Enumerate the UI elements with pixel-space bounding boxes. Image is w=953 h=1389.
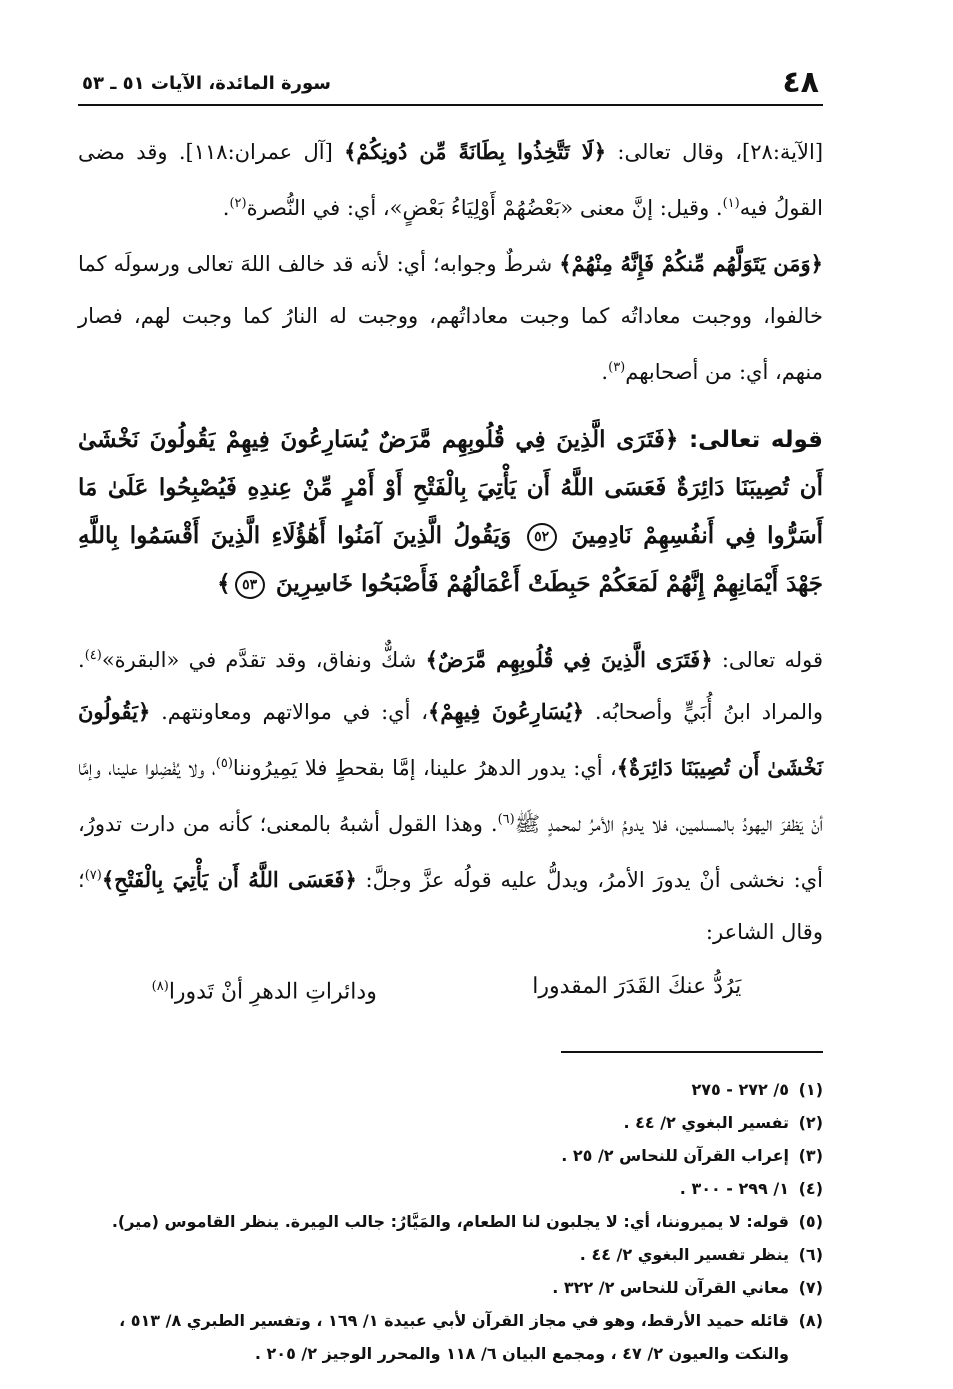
footnote-marker: (٧) bbox=[84, 868, 102, 883]
footnote bbox=[78, 1073, 823, 1106]
footnote-text: تفسير البغوي ٢/ ٤٤ . bbox=[623, 1113, 789, 1133]
quran-quote: ﴿فَعَسَى اللَّهُ أَن يَأْتِيَ بِالْفَتْحِ﴾ bbox=[101, 867, 357, 892]
paragraph-text: ؛ وقال الشاعر: bbox=[78, 868, 823, 944]
page-header bbox=[78, 60, 823, 106]
footnote-marker: (٥) bbox=[215, 756, 233, 771]
paragraph bbox=[78, 630, 823, 958]
poem-second-hemistich bbox=[78, 964, 451, 1015]
footnote bbox=[78, 1238, 823, 1271]
footnote-text: إعراب القرآن للنحاس ٢/ ٢٥ . bbox=[561, 1146, 789, 1166]
footnote-text: قوله: لا يميروننا، أي: لا يجلبون لنا الطعام، والمَيَّارُ: جالب المِيرة. ينظر القاموس (مير). bbox=[111, 1212, 789, 1232]
paragraph bbox=[78, 238, 823, 398]
paragraphs-top bbox=[78, 126, 823, 398]
paragraph-text: ، ولا يُفْضِلوا علينا، وإمَّا أنْ يَظفرَ اليهودُ بالمسلمين، فلا يدومُ الأمرُ لمحمدٍ ﷺ bbox=[78, 756, 824, 836]
footnote-marker: (٦) bbox=[497, 812, 515, 827]
quran-quote: ﴿يَقُولُونَ نَخْشَىٰ أَن تُصِيبَنَا دَائِرَةٌ﴾ bbox=[78, 699, 823, 780]
page-number: ٤٨ bbox=[782, 65, 819, 100]
footnote-marker: (٤) bbox=[84, 648, 102, 663]
footnote bbox=[78, 1106, 823, 1139]
footnote-marker: (٣) bbox=[608, 360, 626, 375]
footnotes bbox=[78, 1073, 823, 1370]
paragraph-text: . وقيل: إنَّ معنى «بَعْضُهُمْ أَوْلِيَاءُ بَعْضٍ»، أي: في النُّصرة bbox=[246, 196, 723, 220]
paragraph-text: قوله تعالى: bbox=[712, 648, 823, 672]
paragraph-text: . bbox=[222, 196, 230, 220]
running-head: سورة المائدة، الآيات ٥١ ـ ٥٣ bbox=[82, 73, 331, 94]
paragraph-text: شكٌّ ونفاق، وقد تقدَّم في «البقرة» bbox=[101, 648, 426, 672]
quran-quote: ﴿يُسَارِعُونَ فِيهِمْ﴾ bbox=[428, 699, 585, 724]
footnote-number: (١) bbox=[798, 1080, 823, 1100]
aya-number-marker: ٥٢ bbox=[527, 523, 557, 551]
footnote-text: قائله حميد الأرقط، وهو في مجاز القرآن لأبي عبيدة ١/ ١٦٩ ، وتفسير الطبري ٨/ ٥١٣ ، والنكت والعيون ٢/ ٤٧ ، ومجمع البيان ٦/ ١١٨ والمحرر الوجيز ٢/ ٢٠٥ . bbox=[119, 1311, 789, 1364]
footnote bbox=[78, 1271, 823, 1304]
paragraph-text: [آل عمران:١١٨]. وقد مضى القولُ فيه bbox=[78, 140, 823, 220]
footnote-number: (٥) bbox=[798, 1212, 823, 1232]
footnote-number: (٢) bbox=[798, 1113, 823, 1133]
poem-first-hemistich: يَرُدُّ عنكَ القَدَرَ المقدورا bbox=[532, 974, 742, 999]
poem-second-text: ودائراتِ الدهرِ أنْ تَدورا bbox=[168, 979, 377, 1005]
verse-block bbox=[78, 416, 823, 608]
footnote-text: معاني القرآن للنحاس ٢/ ٣٢٢ . bbox=[552, 1278, 789, 1298]
verse-text-2: وَيَقُولُ الَّذِينَ آمَنُوا أَهَٰؤُلَاءِ الَّذِينَ أَقْسَمُوا بِاللَّهِ جَهْدَ أَيْمَانِهِمْ إِنَّهُمْ لَمَعَكُمْ حَبِطَتْ أَعْمَالُهُمْ فَأَصْبَحُوا خَاسِرِينَ bbox=[78, 522, 823, 597]
paragraph-text: . وهذا القول أشبهُ بالمعنى؛ كأنه من دارت تدورُ، أي: نخشى أنْ يدورَ الأمرُ، ويدلُّ عليه قولُه عزَّ وجلَّ: bbox=[78, 812, 823, 892]
footnote-separator bbox=[561, 1051, 823, 1053]
paragraph-text: ، أي: يدور الدهرُ علينا، إمَّا بقحطٍ فلا يَمِيرُوننا bbox=[232, 756, 617, 780]
paragraphs-bottom bbox=[78, 630, 823, 958]
verse-lead: قوله تعالى: bbox=[678, 427, 823, 453]
footnote-text: ٥/ ٢٧٢ - ٢٧٥ bbox=[691, 1080, 789, 1100]
quran-quote: ﴿فَتَرَى الَّذِينَ فِي قُلُوبِهِم مَّرَضٌ﴾ bbox=[425, 647, 713, 672]
footnote-number: (٦) bbox=[798, 1245, 823, 1265]
quran-quote: ﴿وَمَن يَتَوَلَّهُم مِّنكُمْ فَإِنَّهُ مِنْهُمْ﴾ bbox=[559, 251, 823, 276]
poem-verse bbox=[78, 964, 823, 1015]
paragraph bbox=[78, 126, 823, 234]
paragraph-text: [الآية:٢٨]، وقال تعالى: bbox=[606, 140, 824, 164]
verse-text-1: ﴿فَتَرَى الَّذِينَ فِي قُلُوبِهِم مَّرَضٌ يُسَارِعُونَ فِيهِمْ يَقُولُونَ نَخْشَىٰ أَن تُصِيبَنَا دَائِرَةٌ فَعَسَى اللَّهُ أَن يَأْتِيَ بِالْفَتْحِ أَوْ أَمْرٍ مِّنْ عِندِهِ فَيُصْبِحُوا عَلَىٰ مَا أَسَرُّوا فِي أَنفُسِهِمْ نَادِمِينَ bbox=[78, 426, 824, 549]
footnote-marker: (٢) bbox=[229, 196, 247, 211]
footnote bbox=[78, 1304, 823, 1370]
paragraph-text: ، أي: في موالاتهم ومعاونتهم. bbox=[150, 700, 429, 724]
footnote-number: (٤) bbox=[798, 1179, 823, 1199]
paragraph-text: . bbox=[601, 360, 609, 384]
main-text bbox=[78, 126, 823, 1015]
footnote bbox=[78, 1172, 823, 1205]
footnote-number: (٧) bbox=[798, 1278, 823, 1298]
footnote-marker: (٨) bbox=[151, 979, 169, 994]
aya-number-marker: ٥٣ bbox=[235, 571, 265, 599]
verse-close: ﴾ bbox=[217, 570, 231, 597]
footnote-text: ينظر تفسير البغوي ٢/ ٤٤ . bbox=[579, 1245, 789, 1265]
footnote bbox=[78, 1139, 823, 1172]
footnote-number: (٨) bbox=[798, 1311, 823, 1331]
footnote-marker: (١) bbox=[722, 196, 740, 211]
paragraph-text: . والمراد ابنُ أُبَيٍّ وأصحابُه. bbox=[78, 648, 823, 724]
quran-quote: ﴿لَا تَتَّخِذُوا بِطَانَةً مِّن دُونِكُمْ﴾ bbox=[344, 139, 607, 164]
footnote-text: ١/ ٢٩٩ - ٣٠٠ . bbox=[679, 1179, 789, 1199]
footnote-number: (٣) bbox=[798, 1146, 823, 1166]
paragraph-text: شرطٌ وجوابه؛ أي: لأنه قد خالف اللهَ تعالى ورسولَه كما خالفوا، ووجبت معاداتُه كما وجبت معاداتُهم، ووجبت له النارُ كما وجبت لهم، فصار منهم، أي: من أصحابهم bbox=[78, 252, 823, 384]
footnote bbox=[78, 1205, 823, 1238]
